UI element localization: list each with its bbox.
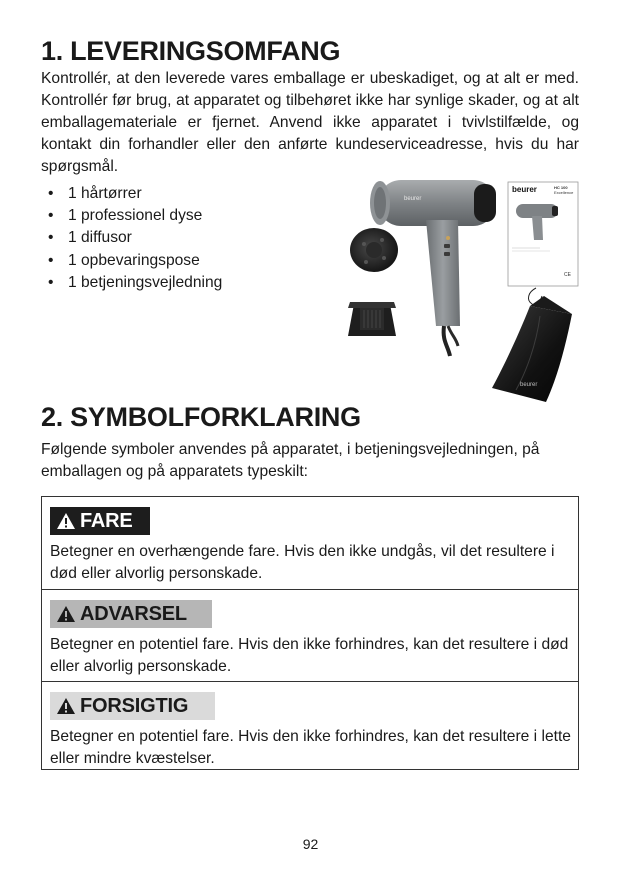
signal-word-fare	[50, 507, 150, 535]
signal-word-advarsel	[50, 600, 212, 628]
symbol-row-forsigtig	[42, 681, 578, 770]
manual-ce-mark: CE	[564, 272, 571, 278]
manual-model: HC 100	[554, 185, 568, 190]
signal-word-label: FORSIGTIG	[80, 694, 189, 717]
manual-brand-logo: beurer	[512, 185, 537, 194]
section-title-symbolforklaring: 2. SYMBOLFORKLARING	[41, 402, 361, 432]
instruction-manual-image	[508, 182, 578, 286]
warning-triangle-icon	[56, 512, 76, 530]
signal-word-label: FARE	[80, 509, 133, 532]
warning-triangle-icon	[56, 605, 76, 623]
list-item: • 1 hårtørrer	[44, 183, 222, 205]
symbol-description: Betegner en overhængende fare. Hvis den ikke undgås, vil det resultere i død eller alvorlig personskade.	[50, 543, 555, 582]
signal-word-forsigtig	[50, 692, 215, 720]
symbol-row-advarsel	[42, 589, 578, 681]
warning-triangle-icon	[56, 697, 76, 715]
delivery-contents-illustration	[340, 176, 585, 404]
section-title-leveringsomfang: 1. LEVERINGSOMFANG	[41, 36, 341, 66]
signal-word-label: ADVARSEL	[80, 602, 187, 625]
manual-subtitle: Excellence	[554, 190, 574, 195]
symbol-table	[41, 496, 579, 770]
nozzle-image	[348, 302, 396, 336]
diffuser-image	[350, 228, 398, 272]
symbol-description: Betegner en potentiel fare. Hvis den ikke forhindres, kan det resultere i lette eller mindre kvæstelser.	[50, 728, 571, 767]
list-item: • 1 betjeningsvejledning	[44, 272, 222, 294]
section-intro-paragraph: Kontrollér, at den leverede vares emballage er ubeskadiget, og at alt er med. Kontrollér før brug, at apparatet og tilbehøret ikke har synlige skader, og at alt emballagemateriale er fjernet. Anvend ikke apparatet i tvivlstilfælde, og kontakt din forhandler eller den anførte kundeserviceadresse, hvis du har spørgsmål.	[41, 70, 579, 175]
symbol-row-fare	[42, 497, 578, 589]
list-item: • 1 professionel dyse	[44, 205, 222, 227]
list-item: • 1 diffusor	[44, 227, 222, 249]
page-number: 92	[302, 836, 319, 852]
delivery-contents-list	[44, 183, 222, 294]
section-intro-paragraph: Følgende symboler anvendes på apparatet, i betjeningsvejledningen, på emballagen og på apparatets typeskilt:	[41, 441, 540, 480]
bag-brand-logo: beurer	[520, 382, 538, 388]
storage-bag-image	[492, 288, 572, 402]
dryer-brand-logo: beurer	[404, 196, 422, 202]
list-item: • 1 opbevaringspose	[44, 250, 222, 272]
symbol-description: Betegner en potentiel fare. Hvis den ikke forhindres, kan det resultere i død eller alvorlig personskade.	[50, 636, 569, 675]
